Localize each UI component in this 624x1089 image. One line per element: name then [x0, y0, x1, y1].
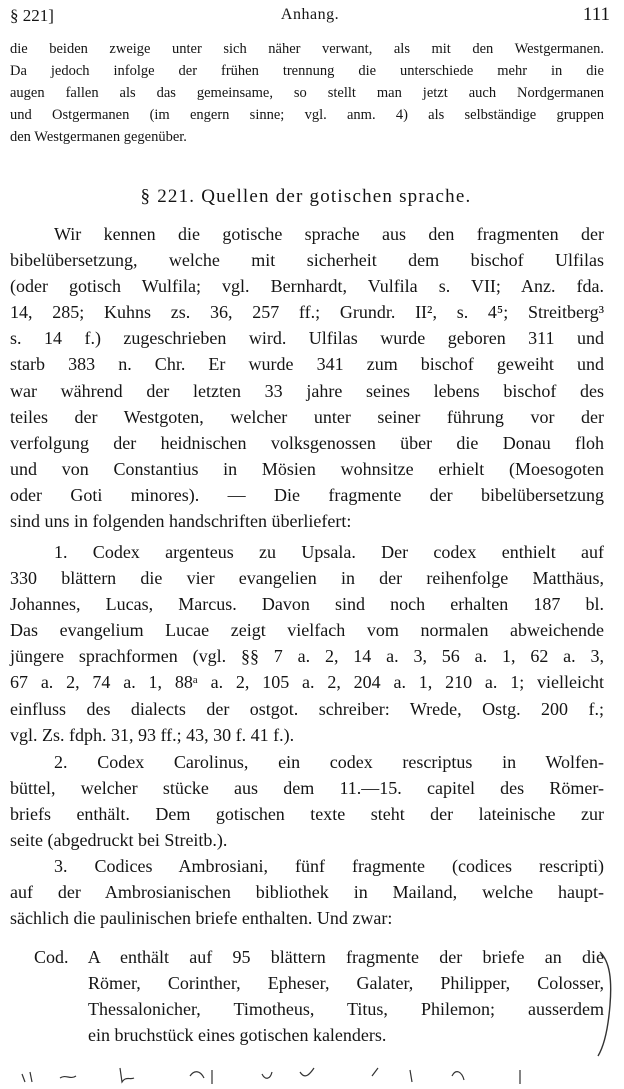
text-line: sind uns in folgenden handschriften überliefert: — [10, 511, 352, 532]
paragraph-cod-a — [34, 944, 604, 1048]
text-line: Thessalonicher, Timotheus, Titus, Philemon; ausserdem — [88, 999, 604, 1020]
handwritten-marginal-scribble — [0, 1064, 624, 1089]
header-section-ref: § 221] — [10, 6, 54, 25]
paragraph-codex-argenteus — [10, 539, 604, 748]
header-title: Anhang. — [280, 6, 340, 23]
text-line: s. 14 f.) zugeschrieben wird. Ulfilas wurde geboren 311 und — [10, 328, 604, 349]
text-line: einfluss des dialects der ostgot. schreiber: Wrede, Ostg. 200 f.; — [10, 698, 604, 719]
running-header — [10, 4, 610, 30]
text-line: Cod. A enthält auf 95 blättern fragmente der briefe an die — [34, 947, 604, 967]
text-line: ein bruchstück eines gotischen kalenders. — [88, 1025, 387, 1046]
text-line: vgl. Zs. fdph. 31, 93 ff.; 43, 30 f. 41 f.). — [10, 724, 295, 745]
text-line: augen fallen als das gemeinsame, so stellt man jetzt auch Nordgermanen — [10, 85, 604, 101]
text-line: Wir kennen die gotische sprache aus den fragmenten der — [54, 224, 604, 244]
text-line: sächlich die paulinischen briefe enthalten. Und zwar: — [10, 908, 393, 929]
text-line: büttel, welcher stücke aus dem 11.—15. capitel des Römer- — [10, 778, 604, 799]
text-line: briefs enthält. Dem gotischen texte steht der lateinische zur — [10, 804, 604, 825]
paragraph-codex-carolinus — [10, 749, 604, 853]
page-number: 111 — [582, 4, 610, 25]
text-line: auf der Ambrosianischen bibliothek in Mailand, welche haupt- — [10, 882, 604, 903]
text-line: die beiden zweige unter sich näher verwant, als mit den Westgermanen. — [10, 41, 604, 57]
text-line: und Ostgermanen (im engern sinne; vgl. anm. 4) als selbständige gruppen — [10, 107, 604, 123]
text-line: Johannes, Lucas, Marcus. Davon sind noch erhalten 187 bl. — [10, 594, 604, 615]
text-line: teiles der Westgoten, welcher unter seiner führung vor der — [10, 406, 604, 427]
text-line: seite (abgedruckt bei Streitb.). — [10, 830, 228, 851]
text-line: 14, 285; Kuhns zs. 36, 257 ff.; Grundr. II², s. 4⁵; Streitberg³ — [10, 302, 604, 323]
handwritten-bracket-mark — [596, 950, 618, 1060]
text-line: 3. Codices Ambrosiani, fünf fragmente (codices rescripti) — [54, 856, 604, 876]
text-line: war während der letzten 33 jahre seines lebens bischof des — [10, 380, 604, 401]
text-line: jüngere sprachformen (vgl. §§ 7 a. 2, 14 a. 3, 56 a. 1, 62 a. 3, — [10, 646, 604, 667]
section-heading: § 221. Quellen der gotischen sprache. — [140, 186, 472, 207]
text-line: starb 383 n. Chr. Er wurde 341 zum bischof geweiht und — [10, 354, 604, 375]
text-line: 1. Codex argenteus zu Upsala. Der codex enthielt auf — [54, 542, 604, 562]
text-line: Römer, Corinther, Epheser, Galater, Philipper, Colosser, — [88, 973, 604, 994]
text-line: den Westgermanen gegenüber. — [10, 129, 187, 145]
paragraph-codices-ambrosiani — [10, 853, 604, 931]
intro-block — [10, 38, 604, 148]
text-line: bibelübersetzung, welche mit sicherheit dem bischof Ulfilas — [10, 250, 604, 271]
text-line: 2. Codex Carolinus, ein codex rescriptus in Wolfen- — [54, 752, 604, 772]
text-line: 67 a. 2, 74 a. 1, 88ᵃ a. 2, 105 a. 2, 204 a. 1, 210 a. 1; vielleicht — [10, 672, 604, 693]
text-line: und von Constantius in Mösien wohnsitze erhielt (Moesogoten — [10, 458, 604, 479]
text-line: (oder gotisch Wulfila; vgl. Bernhardt, Vulfila s. VII; Anz. fda. — [10, 276, 604, 297]
paragraph-sources — [10, 221, 604, 534]
text-line: oder Goti minores). — Die fragmente der bibelübersetzung — [10, 484, 604, 505]
text-line: Das evangelium Lucae zeigt vielfach vom normalen abweichende — [10, 620, 604, 641]
text-line: 330 blättern die vier evangelien in der reihenfolge Matthäus, — [10, 568, 604, 589]
text-line: Da jedoch infolge der frühen trennung die unterschiede mehr in die — [10, 63, 604, 79]
text-line: verfolgung der heidnischen volksgenossen über die Donau floh — [10, 432, 604, 453]
